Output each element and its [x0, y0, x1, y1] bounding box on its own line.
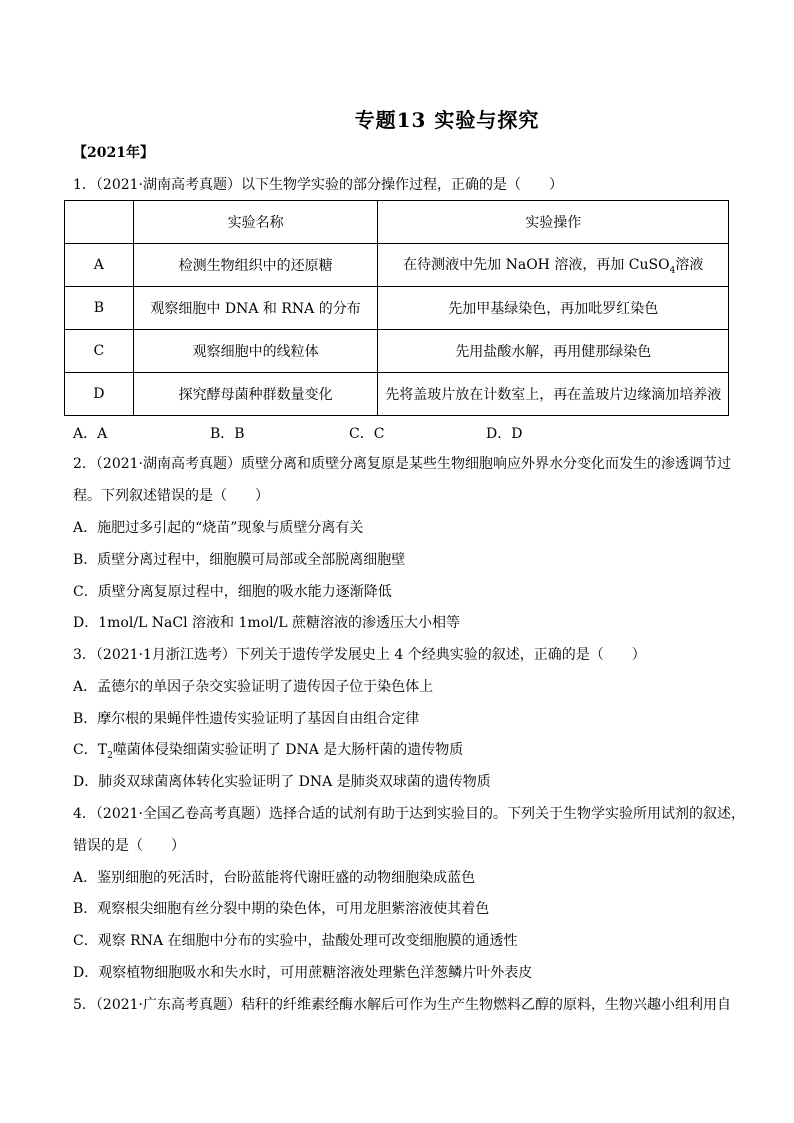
experiment-name: 检测生物组织中的还原糖	[133, 244, 378, 287]
table-header-cell	[65, 201, 134, 244]
question-1-stem: 1．（2021·湖南高考真题）以下生物学实验的部分操作过程，正确的是（ ）	[73, 177, 563, 193]
question-3-option-c	[73, 740, 463, 766]
question-2-stem-line1: 2．（2021·湖南高考真题）质壁分离和质壁分离复原是某些生物细胞响应外界水分变化而发生的渗透调节过	[73, 456, 731, 472]
option-text: C．T	[73, 742, 108, 758]
row-label: D	[65, 373, 134, 416]
experiment-operation: 先将盖玻片放在计数室上，再在盖玻片边缘滴加培养液	[378, 373, 729, 416]
table-row	[65, 373, 729, 416]
question-5-stem-line1: 5．（2021·广东高考真题）秸秆的纤维素经酶水解后可作为生产生物燃料乙醇的原料，生物兴趣小组利用自	[73, 997, 731, 1013]
option-c: C．C	[349, 426, 385, 442]
question-2-option-d: D．1mol/L NaCl 溶液和 1mol/L 蔗糖溶液的渗透压大小相等	[73, 615, 461, 631]
question-3-option-a: A．孟德尔的单因子杂交实验证明了遗传因子位于染色体上	[73, 679, 434, 695]
question-2-option-a: A．施肥过多引起的“烧苗”现象与质壁分离有关	[73, 520, 364, 536]
question-4-option-a: A．鉴别细胞的死活时，台盼蓝能将代谢旺盛的动物细胞染成蓝色	[73, 870, 476, 886]
experiment-operation: 先用盐酸水解，再用健那绿染色	[378, 330, 729, 373]
question-2-option-c: C．质壁分离复原过程中，细胞的吸水能力逐渐降低	[73, 584, 392, 600]
experiment-name: 观察细胞中的线粒体	[133, 330, 378, 373]
row-label: A	[65, 244, 134, 287]
experiment-operation	[378, 244, 729, 287]
experiment-table	[64, 200, 729, 416]
page-title: 专题13 实验与探究	[354, 108, 540, 132]
question-3-option-d: D．肺炎双球菌离体转化实验证明了 DNA 是肺炎双球菌的遗传物质	[73, 774, 491, 790]
question-3-stem: 3．（2021·1月浙江选考）下列关于遗传学发展史上 4 个经典实验的叙述，正确的是（ ）	[73, 647, 646, 663]
row-label: B	[65, 287, 134, 330]
question-4-option-c: C．观察 RNA 在细胞中分布的实验中，盐酸处理可改变细胞膜的通透性	[73, 933, 518, 949]
experiment-operation: 先加甲基绿染色，再加吡罗红染色	[378, 287, 729, 330]
subscript: 4	[669, 265, 676, 276]
question-3-option-b: B．摩尔根的果蝇伴性遗传实验证明了基因自由组合定律	[73, 711, 420, 727]
question-4-stem-line1: 4．（2021·全国乙卷高考真题）选择合适的试剂有助于达到实验目的。下列关于生物学实验所用试剂的叙述，	[73, 806, 745, 822]
question-4-option-d: D．观察植物细胞吸水和失水时，可用蔗糖溶液处理紫色洋葱鳞片叶外表皮	[73, 965, 533, 981]
operation-text: 溶液	[675, 257, 704, 274]
question-2-stem-line2: 程。下列叙述错误的是（ ）	[73, 488, 269, 504]
table-header-cell: 实验名称	[133, 201, 378, 244]
experiment-name: 观察细胞中 DNA 和 RNA 的分布	[133, 287, 378, 330]
year-tag: 【2021年】	[73, 145, 154, 161]
operation-text: 在待测液中先加 NaOH 溶液，再加 CuSO	[403, 257, 670, 274]
experiment-name: 探究酵母菌种群数量变化	[133, 373, 378, 416]
table-row	[65, 287, 729, 330]
subscript: 2	[107, 750, 113, 761]
option-a: A．A	[73, 426, 108, 442]
table-header-row	[65, 201, 729, 244]
table-header-cell: 实验操作	[378, 201, 729, 244]
question-4-option-b: B．观察根尖细胞有丝分裂中期的染色体，可用龙胆紫溶液使其着色	[73, 901, 490, 917]
question-2-option-b: B．质壁分离过程中，细胞膜可局部或全部脱离细胞壁	[73, 552, 406, 568]
option-text: 噬菌体侵染细菌实验证明了 DNA 是大肠杆菌的遗传物质	[112, 742, 464, 758]
row-label: C	[65, 330, 134, 373]
table-row	[65, 330, 729, 373]
option-b: B．B	[210, 426, 245, 442]
option-d: D．D	[486, 426, 523, 442]
question-4-stem-line2: 错误的是（ ）	[73, 838, 185, 854]
table-row	[65, 244, 729, 287]
question-1-options	[73, 423, 522, 443]
